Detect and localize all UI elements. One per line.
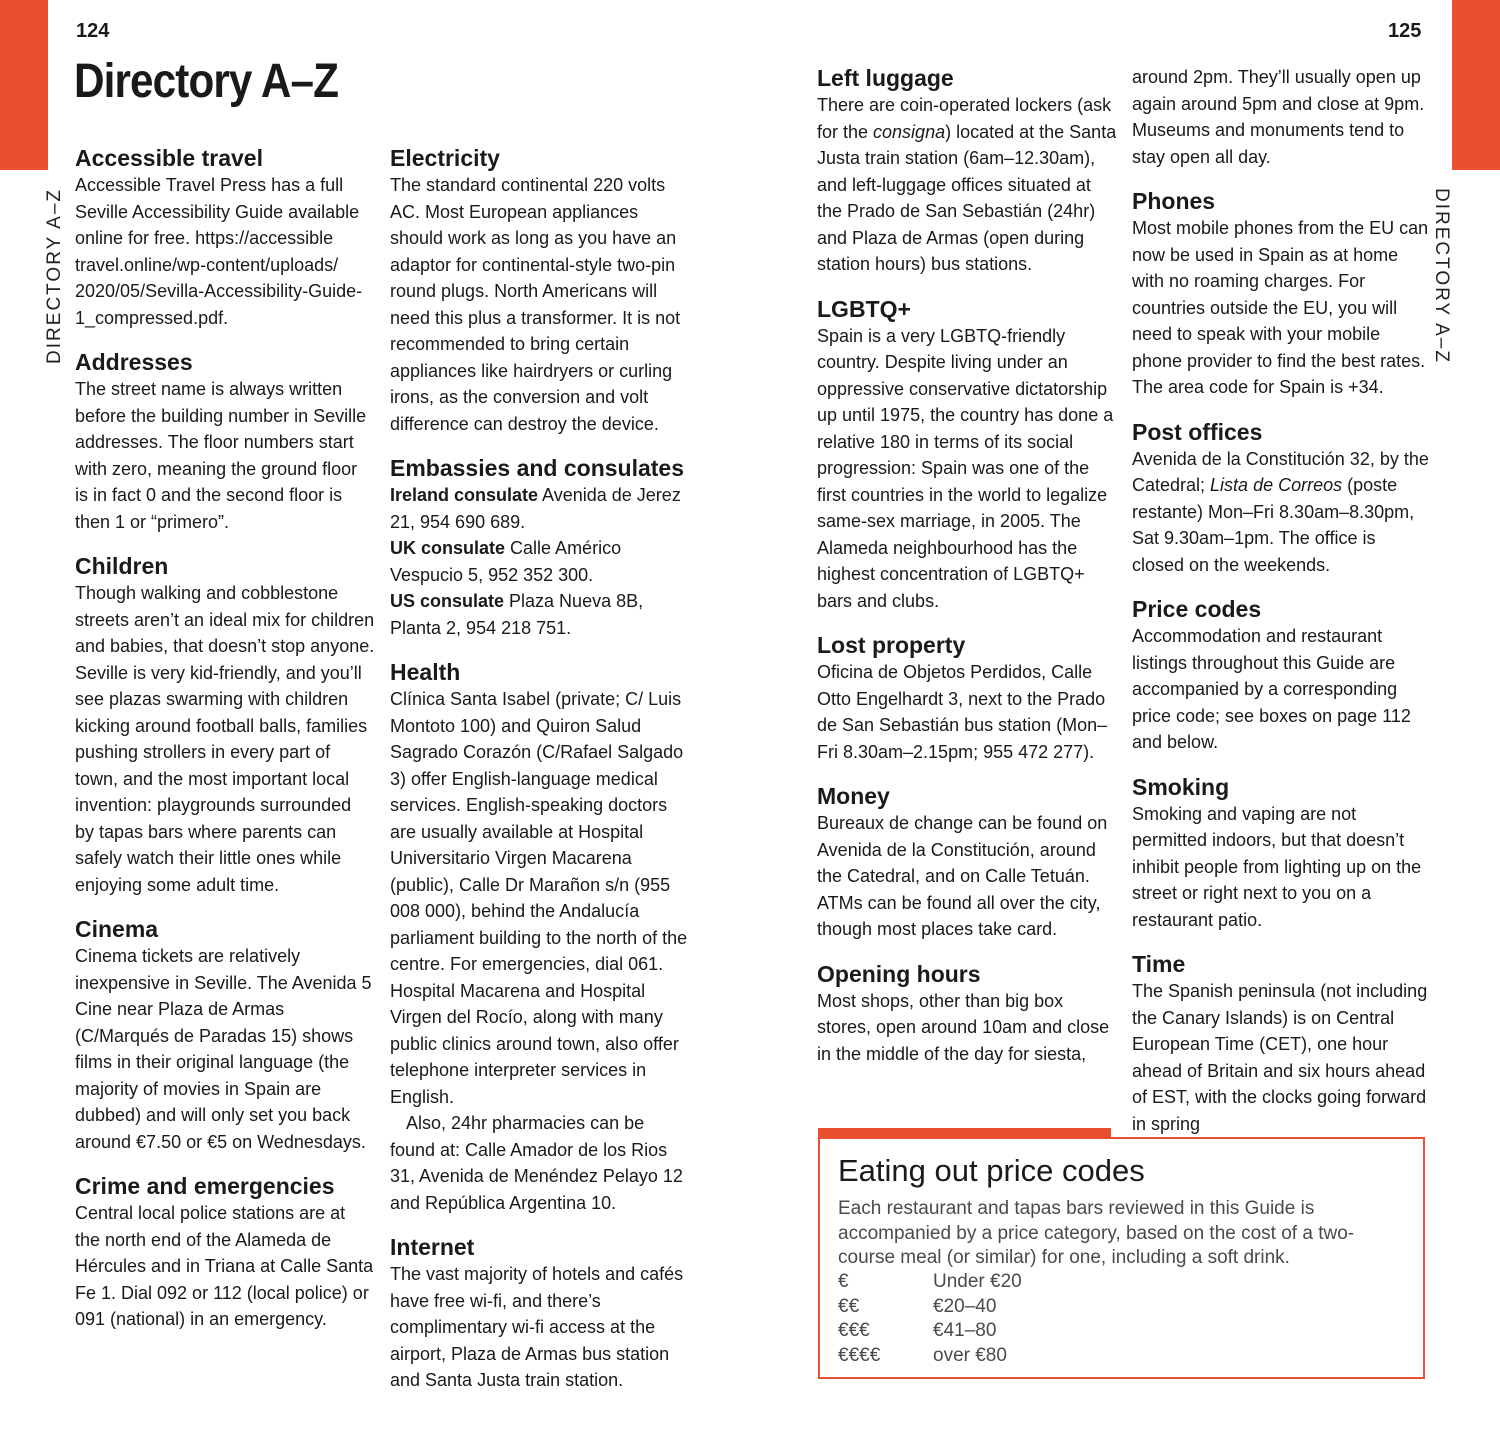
text-lgbtq: Spain is a very LGBTQ-friendly country. Despite living under an oppressive conservative dictatorship up until 1975, the country has done a relative 180 in terms of its social progression: Spain was one of the first countries in the world to legalize same-sex marriage, in 2005. The Alameda neighbourhood has the highest concentration of LGBTQ+ bars and clubs. [817, 325, 1114, 611]
price-box-description: Each restaurant and tapas bars reviewed in this Guide is accompanied by a price category, based on the cost of a two-course meal (or similar) for one, including a soft drink. [838, 1198, 1355, 1268]
page-number-left: 124 [76, 20, 110, 42]
text-cinema: Cinema tickets are relatively inexpensive in Seville. The Avenida 5 Cine near Plaza de Armas (C/Marqués de Paradas 15) shows films in their original language (the majority of movies in Spain are dubbed) and will only set you back around €7.50 or €5 on Wednesdays. [75, 946, 372, 1152]
text-health: Clínica Santa Isabel (private; C/ Luis Montoto 100) and Quiron Salud Sagrado Corazón (C/Rafael Salgado 3) offer English-language medical services. English-speaking doctors are usually available at Hospital Universitario Virgen Macarena (public), Calle Dr Marañon s/n (955 008 000), behind the Andalucía parliament building to the north of the centre. For emergencies, dial 061. Hospital Macarena and Hospital Virgen del Rocío, along with many public clinics around town, also offer telephone interpreter services in English. [390, 689, 688, 1107]
heading-lost: Lost property [817, 632, 966, 658]
heading-cinema: Cinema [75, 916, 159, 942]
price-symbol: € [838, 1271, 849, 1292]
section-tab-left [0, 0, 48, 170]
post-text-pre: Avenida de la Constitución 32, by the Catedral; [1132, 448, 1429, 495]
price-code-row [838, 1319, 1022, 1344]
luggage-text-em: consigna [873, 121, 946, 142]
price-range: over €80 [933, 1344, 1007, 1366]
us-text: Plaza Nueva 8B, Planta 2, 954 218 751. [390, 591, 644, 638]
price-code-row [838, 1344, 1022, 1369]
page-title: Directory A–Z [74, 55, 338, 108]
text-electricity: The standard continental 220 volts AC. Most European appliances should work as long as you have an adaptor for continental-style two-pin round plugs. North Americans will need this plus a transformer. It is not recommended to bring certain appliances like hairdryers or curling irons, as the conversion and volt difference can destroy the device. [390, 175, 681, 434]
luggage-text-post: ) located at the Santa Justa train station (6am–12.30am), and left-luggage offices situated at the Prado de San Sebastián (24hr) and Plaza de Armas (open during station hours) bus stations. [817, 121, 1117, 274]
text-opening-continued: around 2pm. They’ll usually open up again around 5pm and close at 9pm. Museums and monuments tend to stay open all day. [1132, 67, 1425, 167]
text-luggage [817, 92, 1117, 278]
heading-price: Price codes [1132, 596, 1262, 622]
heading-post: Post offices [1132, 418, 1263, 445]
price-code-row [838, 1270, 1022, 1295]
text-phones: Most mobile phones from the EU can now be used in Spain as at home with no roaming charges. For countries outside the EU, you will need to speak with your mobile phone provider to find the best rates. The area code for Spain is +34. [1132, 218, 1429, 397]
heading-luggage: Left luggage [817, 65, 954, 91]
heading-phones: Phones [1132, 188, 1216, 214]
side-label-left: DIRECTORY A–Z [44, 188, 65, 364]
ireland-label: Ireland consulate [390, 485, 539, 505]
heading-internet: Internet [390, 1234, 475, 1260]
text-opening: Most shops, other than big box stores, open around 10am and close in the middle of the day for siesta, [817, 990, 1110, 1064]
heading-money: Money [817, 783, 890, 809]
ireland-text: Avenida de Jerez 21, 954 690 689. [390, 485, 681, 532]
price-code-list [838, 1270, 1022, 1368]
price-range: €20–40 [933, 1295, 997, 1317]
heading-accessible: Accessible travel [75, 145, 263, 171]
side-label-right: DIRECTORY A–Z [1431, 188, 1452, 364]
text-children: Though walking and cobblestone streets aren’t an ideal mix for children and babies, that doesn’t stop anyone. Seville is very kid-friendly, and you’ll see plazas swarming with children kicking around football balls, families pushing strollers in every part of town, and the most important local invention: playgrounds surrounded by tapas bars where parents can safely watch their little ones while enjoying some adult time. [75, 583, 375, 895]
luggage-text-pre: There are coin-operated lockers (ask for the [817, 95, 1112, 142]
text-smoking: Smoking and vaping are not permitted indoors, but that doesn’t inhibit people from lighting up on the street or right next to you on a restaurant patio. [1132, 803, 1422, 930]
text-health-2: Also, 24hr pharmacies can be found at: Calle Amador de los Rios 31, Avenida de Menéndez Pelayo 12 and República Argentina 10. [390, 1113, 683, 1213]
price-codes-box [818, 1137, 1425, 1379]
page-number-right: 125 [1388, 20, 1422, 42]
heading-time: Time [1132, 951, 1186, 977]
price-range: Under €20 [933, 1271, 1022, 1292]
post-text-post: (poste restante) Mon–Fri 8.30am–8.30pm, Sat 9.30am–1pm. The office is closed on the weekends. [1132, 475, 1415, 575]
column-2 [390, 144, 690, 1411]
column-3 [817, 64, 1117, 1085]
text-post [1132, 446, 1432, 579]
price-symbol: €€€€ [838, 1344, 881, 1366]
heading-crime: Crime and emergencies [75, 1173, 335, 1199]
uk-label: UK consulate [390, 538, 506, 558]
heading-lgbtq: LGBTQ+ [817, 295, 911, 322]
heading-electricity: Electricity [390, 145, 500, 171]
text-lost: Oficina de Objetos Perdidos, Calle Otto Engelhardt 3, next to the Prado de San Sebastián bus station (Mon–Fri 8.30am–2.15pm; 955 472 277). [817, 662, 1108, 762]
price-range: €41–80 [933, 1320, 997, 1341]
text-internet: The vast majority of hotels and cafés have free wi-fi, and there’s complimentary wi-fi access at the airport, Plaza de Armas bus station and Santa Justa train station. [390, 1264, 684, 1390]
price-symbol: €€€ [838, 1320, 870, 1341]
heading-opening: Opening hours [817, 960, 981, 987]
section-tab-right [1452, 0, 1500, 170]
text-accessible: Accessible Travel Press has a full Seville Accessibility Guide available online for free. https://accessible travel.online/wp-content/uploads/ 2020/05/Sevilla-Accessibility-Guide-1_compressed.pdf. [75, 175, 363, 328]
price-code-row [838, 1295, 1022, 1320]
text-time: The Spanish peninsula (not including the Canary Islands) is on Central European Time (CET), one hour ahead of Britain and six hours ahead of EST, with the clocks going forward in spring [1132, 981, 1428, 1134]
heading-health: Health [390, 659, 461, 685]
text-crime: Central local police stations are at the north end of the Alameda de Hércules and in Triana at Calle Santa Fe 1. Dial 092 or 112 (local police) or 091 (national) in an emergency. [75, 1203, 374, 1329]
heading-embassies: Embassies and consulates [390, 455, 685, 481]
column-4 [1132, 64, 1432, 1154]
us-label: US consulate [390, 591, 505, 611]
column-1 [75, 144, 375, 1350]
text-addresses: The street name is always written before the building number in Seville addresses. The floor numbers start with zero, meaning the ground floor is in fact 0 and the second floor is then 1 or “primero”. [75, 379, 367, 532]
heading-smoking: Smoking [1132, 773, 1230, 800]
heading-addresses: Addresses [75, 349, 193, 375]
uk-text: Calle Américo Vespucio 5, 952 352 300. [390, 538, 622, 585]
post-text-em: Lista de Correos [1210, 475, 1343, 495]
heading-children: Children [75, 553, 169, 579]
text-price: Accommodation and restaurant listings throughout this Guide are accompanied by a corresponding price code; see boxes on page 112 and below. [1132, 626, 1411, 752]
text-embassies [390, 482, 690, 641]
price-symbol: €€ [838, 1295, 860, 1317]
price-box-title: Eating out price codes [838, 1153, 1145, 1188]
text-money: Bureaux de change can be found on Avenida de la Constitución, around the Catedral, and on Calle Tetuán. ATMs can be found all over the city, though most places take card. [817, 813, 1108, 939]
